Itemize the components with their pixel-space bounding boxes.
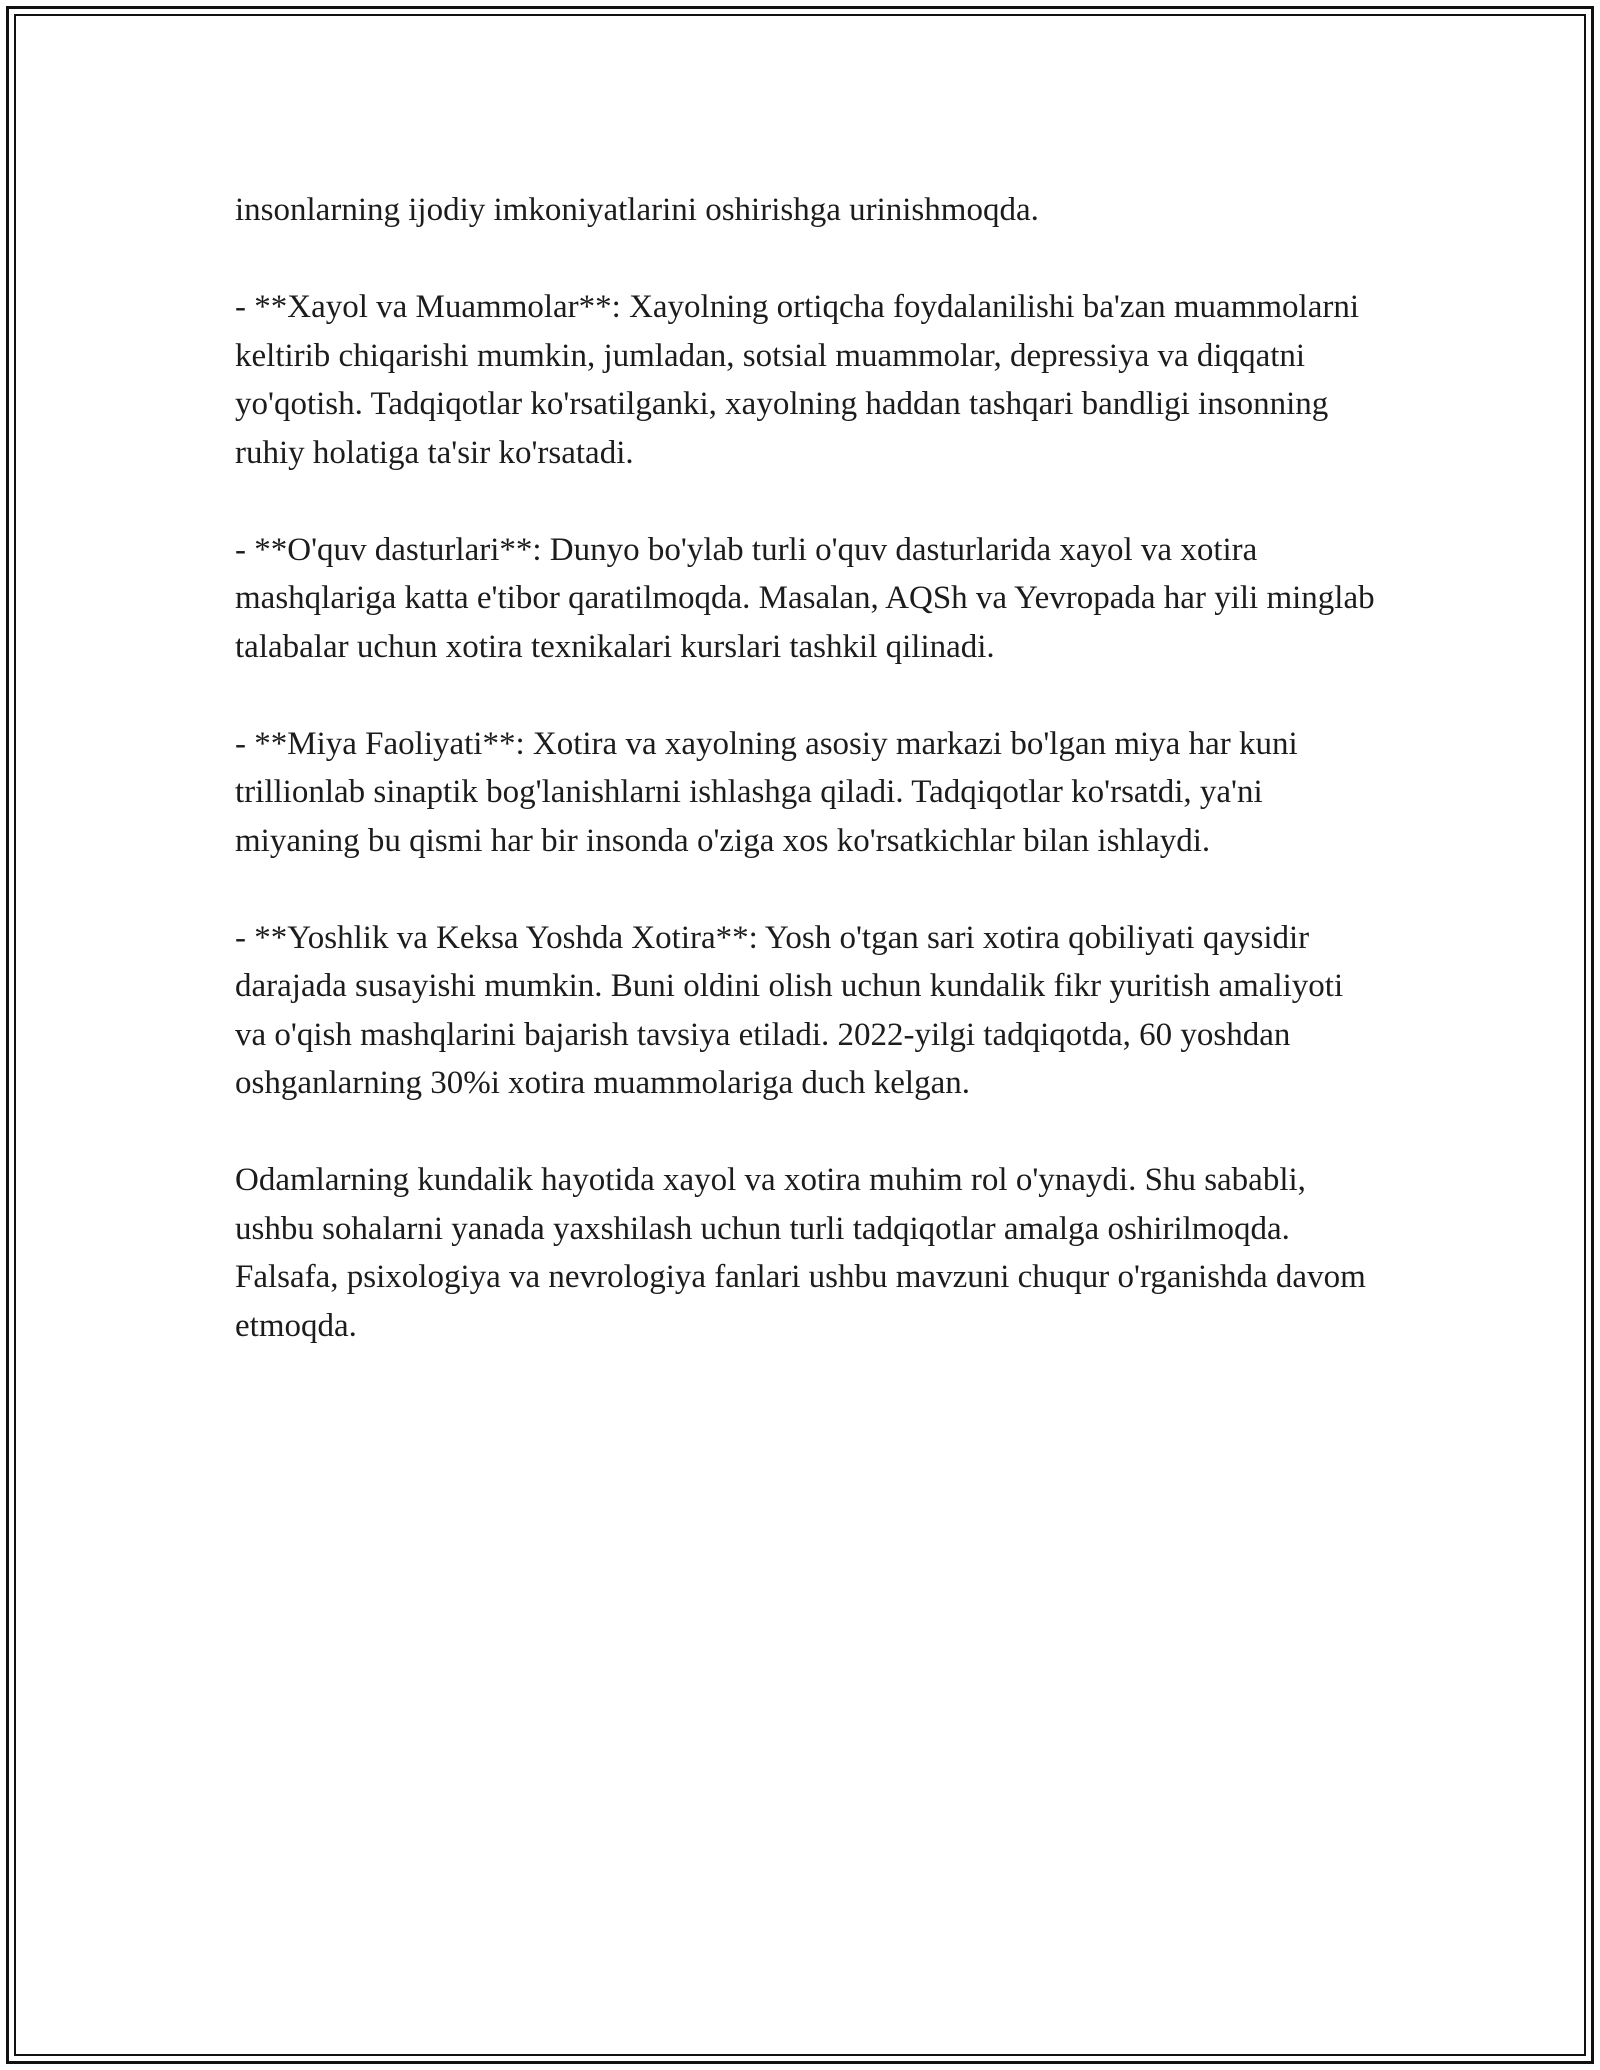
paragraph-yoshlik-va-keksa-yoshda-xotira: - **Yoshlik va Keksa Yoshda Xotira**: Yosh o'tgan sari xotira qobiliyati qaysidir darajada susayishi mumkin. Buni oldini olish uchun kundalik fikr yuritish amaliyoti va o'qish mashqlarini bajarish tavsiya etiladi. 2022-yilgi tadqiqotda, 60 yoshdan oshganlarning 30%i xotira muammolariga duch kelgan.: [235, 919, 1344, 1101]
paragraph-xayol-va-muammolar: - **Xayol va Muammolar**: Xayolning ortiqcha foydalanilishi ba'zan muammolarni keltirib chiqarishi mumkin, jumladan, sotsial muammolar, depressiya va diqqatni yo'qotish. Tadqiqotlar ko'rsatilganki, xayolning haddan tashqari bandligi insonning ruhiy holatiga ta'sir ko'rsatadi.: [235, 289, 1359, 471]
document-body: [235, 186, 1375, 1399]
paragraph-intro-continuation: insonlarning ijodiy imkoniyatlarini oshirishga urinishmoqda.: [235, 192, 1039, 228]
paragraph-conclusion: Odamlarning kundalik hayotida xayol va xotira muhim rol o'ynaydi. Shu sababli, ushbu sohalarni yanada yaxshilash uchun turli tadqiqotlar amalga oshirilmoqda. Falsafa, psixologiya va nevrologiya fanlari ushbu mavzuni chuqur o'rganishda davom etmoqda.: [235, 1162, 1366, 1344]
paragraph-miya-faoliyati: - **Miya Faoliyati**: Xotira va xayolning asosiy markazi bo'lgan miya har kuni trillionlab sinaptik bog'lanishlarni ishlashga qiladi. Tadqiqotlar ko'rsatdi, ya'ni miyaning bu qismi har bir insonda o'ziga xos ko'rsatkichlar bilan ishlaydi.: [235, 725, 1298, 859]
paragraph-oquv-dasturlari: - **O'quv dasturlari**: Dunyo bo'ylab turli o'quv dasturlarida xayol va xotira mashqlariga katta e'tibor qaratilmoqda. Masalan, AQSh va Yevropada har yili minglab talabalar uchun xotira texnikalari kurslari tashkil qilinadi.: [235, 531, 1375, 665]
